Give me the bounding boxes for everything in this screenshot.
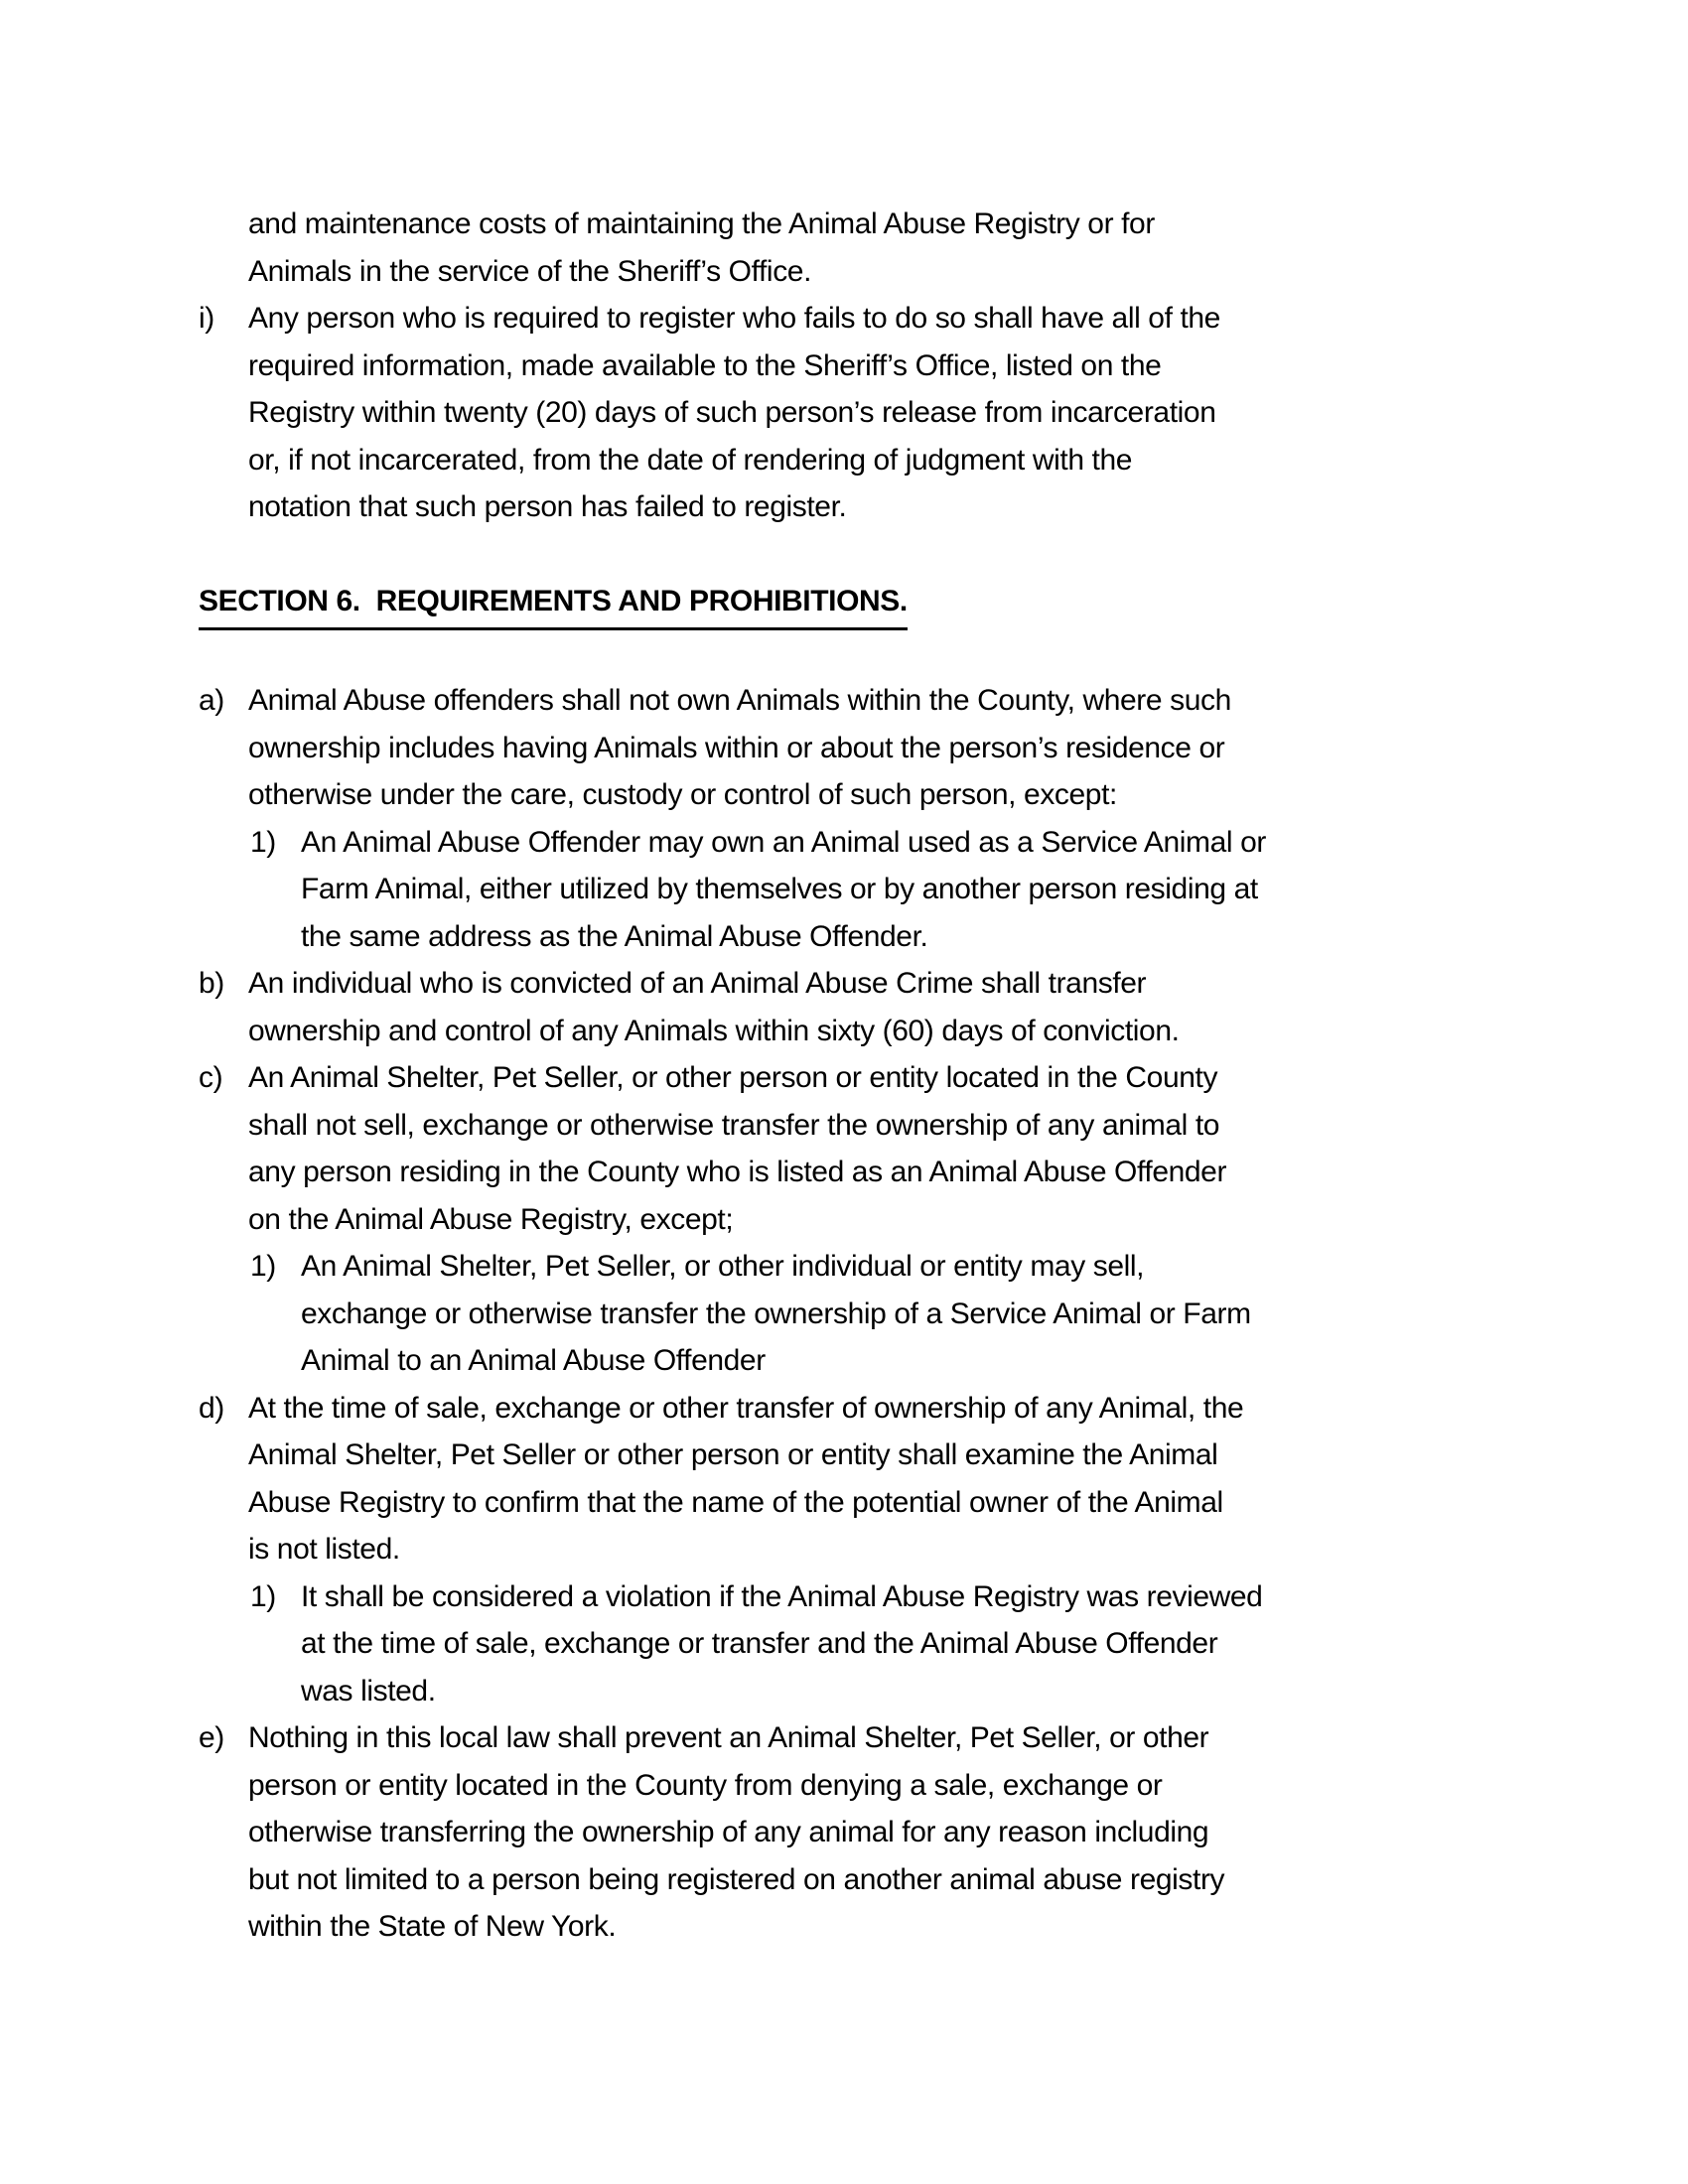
text-line: Abuse Registry to confirm that the name of the potential owner of the Animal	[248, 1485, 1223, 1519]
list-marker: c)	[199, 1061, 223, 1094]
sub-list-item	[250, 1573, 1589, 1715]
text-lines	[301, 1243, 1589, 1385]
text-lines	[248, 295, 1589, 531]
list-marker: e)	[199, 1721, 224, 1754]
sub-list-item	[250, 1243, 1589, 1385]
text-line: ownership includes having Animals within or about the person’s residence or	[248, 731, 1225, 764]
text-lines	[248, 960, 1589, 1054]
list-item	[199, 960, 1589, 1054]
text-line: shall not sell, exchange or otherwise transfer the ownership of any animal to	[248, 1108, 1220, 1142]
text-line: is not listed.	[248, 1533, 400, 1566]
text-line: An Animal Abuse Offender may own an Animal used as a Service Animal or	[301, 825, 1266, 859]
text-line: required information, made available to the Sheriff’s Office, listed on the	[248, 348, 1162, 382]
section-heading: SECTION 6. REQUIREMENTS AND PROHIBITIONS.	[199, 578, 908, 630]
text-line: Animal Abuse offenders shall not own Animals within the County, where such	[248, 684, 1231, 717]
text-line: notation that such person has failed to register.	[248, 490, 847, 523]
text-line: Nothing in this local law shall prevent an Animal Shelter, Pet Seller, or other	[248, 1721, 1209, 1754]
text-line: the same address as the Animal Abuse Offender.	[301, 919, 928, 953]
text-line: An Animal Shelter, Pet Seller, or other individual or entity may sell,	[301, 1250, 1145, 1283]
text-line: and maintenance costs of maintaining the Animal Abuse Registry or for	[248, 207, 1155, 240]
text-line: person or entity located in the County from denying a sale, exchange or	[248, 1768, 1163, 1802]
text-line: It shall be considered a violation if the Animal Abuse Registry was reviewed	[301, 1579, 1263, 1613]
text-line: was listed.	[301, 1674, 436, 1707]
text-line: Animal Shelter, Pet Seller or other person or entity shall examine the Animal	[248, 1438, 1218, 1471]
text-line: at the time of sale, exchange or transfer and the Animal Abuse Offender	[301, 1627, 1218, 1660]
text-line: on the Animal Abuse Registry, except;	[248, 1202, 734, 1236]
list-marker: 1)	[250, 1579, 276, 1613]
text-lines	[301, 1573, 1589, 1715]
text-line: exchange or otherwise transfer the ownership of a Service Animal or Farm	[301, 1297, 1251, 1330]
text-lines	[248, 1714, 1589, 1951]
list-item	[199, 677, 1589, 819]
paragraph	[199, 201, 1589, 295]
list-item	[199, 1714, 1589, 1951]
list-marker: i)	[199, 302, 214, 335]
list-item	[199, 1054, 1589, 1243]
text-line: An Animal Shelter, Pet Seller, or other person or entity located in the County	[248, 1061, 1218, 1094]
list-item	[199, 295, 1589, 531]
text-line: otherwise transferring the ownership of any animal for any reason including	[248, 1816, 1209, 1848]
text-lines	[248, 677, 1589, 819]
list-marker: a)	[199, 684, 224, 717]
document-content	[199, 201, 1589, 1951]
text-line: or, if not incarcerated, from the date of rendering of judgment with the	[248, 443, 1133, 477]
text-lines	[248, 1385, 1589, 1573]
text-lines	[248, 201, 1589, 295]
list-marker: d)	[199, 1391, 224, 1425]
text-line: An individual who is convicted of an Animal Abuse Crime shall transfer	[248, 967, 1147, 1000]
section-heading-row	[199, 578, 1589, 630]
text-line: any person residing in the County who is listed as an Animal Abuse Offender	[248, 1156, 1227, 1188]
text-line: but not limited to a person being registered on another animal abuse registry	[248, 1862, 1225, 1896]
text-line: within the State of New York.	[248, 1910, 617, 1943]
text-line: Any person who is required to register who fails to do so shall have all of the	[248, 302, 1220, 335]
text-line: At the time of sale, exchange or other transfer of ownership of any Animal, the	[248, 1391, 1244, 1425]
text-line: Animal to an Animal Abuse Offender	[301, 1344, 766, 1377]
text-line: otherwise under the care, custody or control of such person, except:	[248, 778, 1117, 811]
list-marker: b)	[199, 967, 224, 1000]
text-line: Registry within twenty (20) days of such person’s release from incarceration	[248, 396, 1216, 429]
sub-list-item	[250, 819, 1589, 961]
text-lines	[301, 819, 1589, 961]
text-line: Farm Animal, either utilized by themselves or by another person residing at	[301, 873, 1258, 905]
text-lines	[248, 1054, 1589, 1243]
list-marker: 1)	[250, 1250, 276, 1283]
text-line: ownership and control of any Animals within sixty (60) days of conviction.	[248, 1014, 1180, 1047]
text-line: Animals in the service of the Sheriff’s Office.	[248, 254, 812, 288]
list-marker: 1)	[250, 825, 276, 859]
list-item	[199, 1385, 1589, 1573]
